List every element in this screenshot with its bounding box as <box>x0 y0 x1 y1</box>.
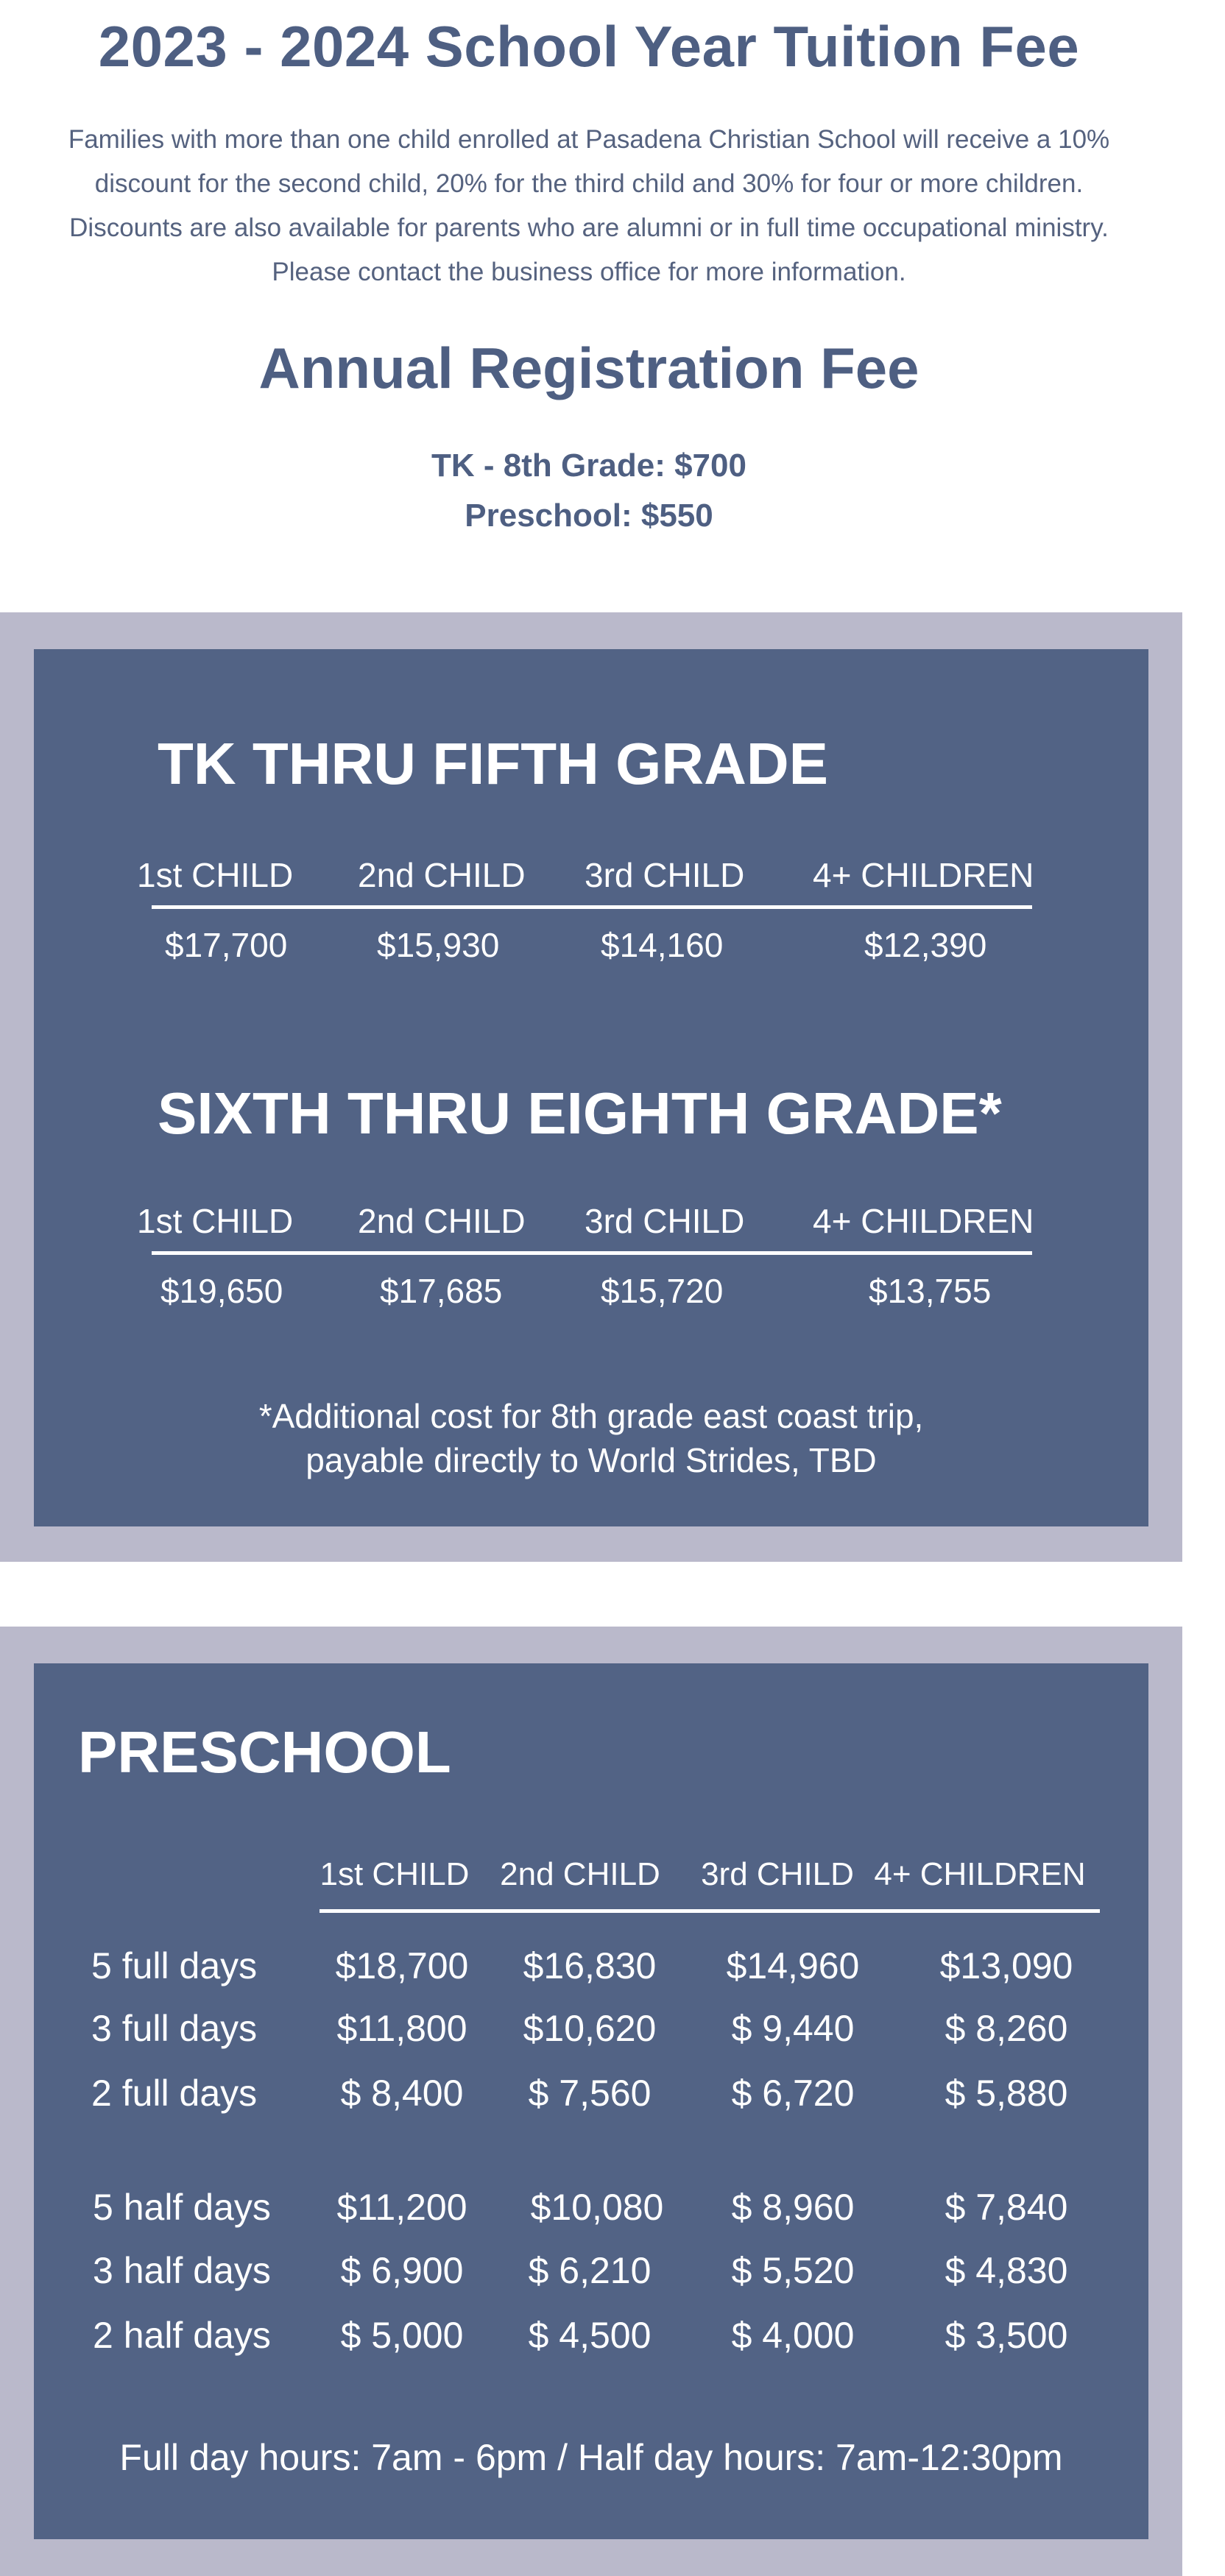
elementary-panel-frame <box>0 612 1182 1562</box>
trip-footnote <box>34 1394 1148 1482</box>
column-header-1st: 1st CHILD <box>320 1856 470 1892</box>
preschool-panel-frame <box>0 1627 1182 2576</box>
tuition-value: $ 5,000 <box>340 2315 464 2356</box>
tuition-value: $17,700 <box>165 926 288 964</box>
tuition-value: $ 6,210 <box>528 2250 652 2291</box>
column-header-4plus: 4+ CHILDREN <box>813 1202 1034 1240</box>
tuition-value: $11,200 <box>336 2187 467 2228</box>
tuition-value: $ 8,960 <box>731 2187 855 2228</box>
preschool-panel <box>34 1663 1148 2539</box>
tuition-value: $ 6,900 <box>340 2250 464 2291</box>
registration-title: Annual Registration Fee <box>258 336 919 400</box>
column-header-1st: 1st CHILD <box>137 1202 294 1240</box>
sixth-eighth-title: SIXTH THRU EIGHTH GRADE* <box>158 1080 1002 1146</box>
column-header-4plus: 4+ CHILDREN <box>813 856 1034 894</box>
column-header-1st: 1st CHILD <box>137 856 294 894</box>
tuition-value: $ 3,500 <box>945 2315 1068 2356</box>
preschool-title: PRESCHOOL <box>78 1719 451 1785</box>
column-header-3rd: 3rd CHILD <box>585 856 745 894</box>
intro-line: discount for the second child, 20% for the third child and 30% for four or more children. <box>94 169 1084 198</box>
tuition-value: $12,390 <box>864 926 987 964</box>
column-header-4plus: 4+ CHILDREN <box>874 1856 1086 1892</box>
tuition-value: $ 5,880 <box>945 2073 1068 2114</box>
column-header-2nd: 2nd CHILD <box>500 1856 660 1892</box>
tuition-value: $15,720 <box>601 1272 724 1310</box>
tuition-value: $13,090 <box>939 1945 1073 1986</box>
tuition-value: $11,800 <box>336 2008 467 2049</box>
tuition-value: $14,160 <box>601 926 724 964</box>
registration-fee-tk8: TK - 8th Grade: $700 <box>431 447 746 484</box>
intro-line: Please contact the business office for more information. <box>272 258 906 286</box>
column-header-2nd: 2nd CHILD <box>358 1202 526 1240</box>
tuition-value: $ 6,720 <box>731 2073 855 2114</box>
tuition-value: $13,755 <box>869 1272 992 1310</box>
tuition-value: $ 7,840 <box>945 2187 1068 2228</box>
registration-fee-preschool: Preschool: $550 <box>465 498 713 534</box>
tuition-value: $ 4,830 <box>945 2250 1068 2291</box>
row-label: 2 half days <box>93 2315 271 2356</box>
tuition-value: $ 8,260 <box>945 2008 1068 2049</box>
column-header-3rd: 3rd CHILD <box>701 1856 854 1892</box>
row-label: 3 half days <box>93 2250 271 2291</box>
tuition-value: $14,960 <box>726 1945 860 1986</box>
tuition-value: $15,930 <box>377 926 500 964</box>
row-label: 3 full days <box>91 2008 258 2049</box>
row-label: 2 full days <box>91 2073 258 2114</box>
column-header-3rd: 3rd CHILD <box>585 1202 745 1240</box>
tuition-value: $ 7,560 <box>528 2073 652 2114</box>
tuition-value: $ 4,000 <box>731 2315 855 2356</box>
tuition-value: $ 9,440 <box>731 2008 855 2049</box>
footnote-line: *Additional cost for 8th grade east coast trip, <box>258 1397 924 1435</box>
tuition-value: $10,620 <box>523 2008 657 2049</box>
tuition-value: $ 4,500 <box>528 2315 652 2356</box>
tuition-value: $18,700 <box>335 1945 469 1986</box>
intro-line: Discounts are also available for parents who are alumni or in full time occupational ministry. <box>69 213 1109 242</box>
header-divider <box>320 1909 1100 1913</box>
row-label: 5 half days <box>93 2187 271 2228</box>
tuition-value: $ 8,400 <box>340 2073 464 2114</box>
tuition-value: $17,685 <box>380 1272 503 1310</box>
footnote-line: payable directly to World Strides, TBD <box>306 1441 877 1479</box>
header-divider <box>152 905 1032 909</box>
column-header-2nd: 2nd CHILD <box>358 856 526 894</box>
tuition-value: $19,650 <box>160 1272 283 1310</box>
tuition-value: $16,830 <box>523 1945 657 1986</box>
tk-fifth-title: TK THRU FIFTH GRADE <box>158 731 829 796</box>
intro-paragraph <box>0 118 1178 294</box>
elementary-panel <box>34 649 1148 1526</box>
tuition-value: $ 5,520 <box>731 2250 855 2291</box>
preschool-hours: Full day hours: 7am - 6pm / Half day hours: 7am-12:30pm <box>119 2437 1063 2478</box>
page-title: 2023 - 2024 School Year Tuition Fee <box>98 14 1080 79</box>
row-label: 5 full days <box>91 1945 258 1986</box>
intro-line: Families with more than one child enrolled at Pasadena Christian School will receive a 10% <box>68 125 1110 154</box>
tuition-value: $10,080 <box>530 2187 664 2228</box>
header-divider <box>152 1251 1032 1255</box>
